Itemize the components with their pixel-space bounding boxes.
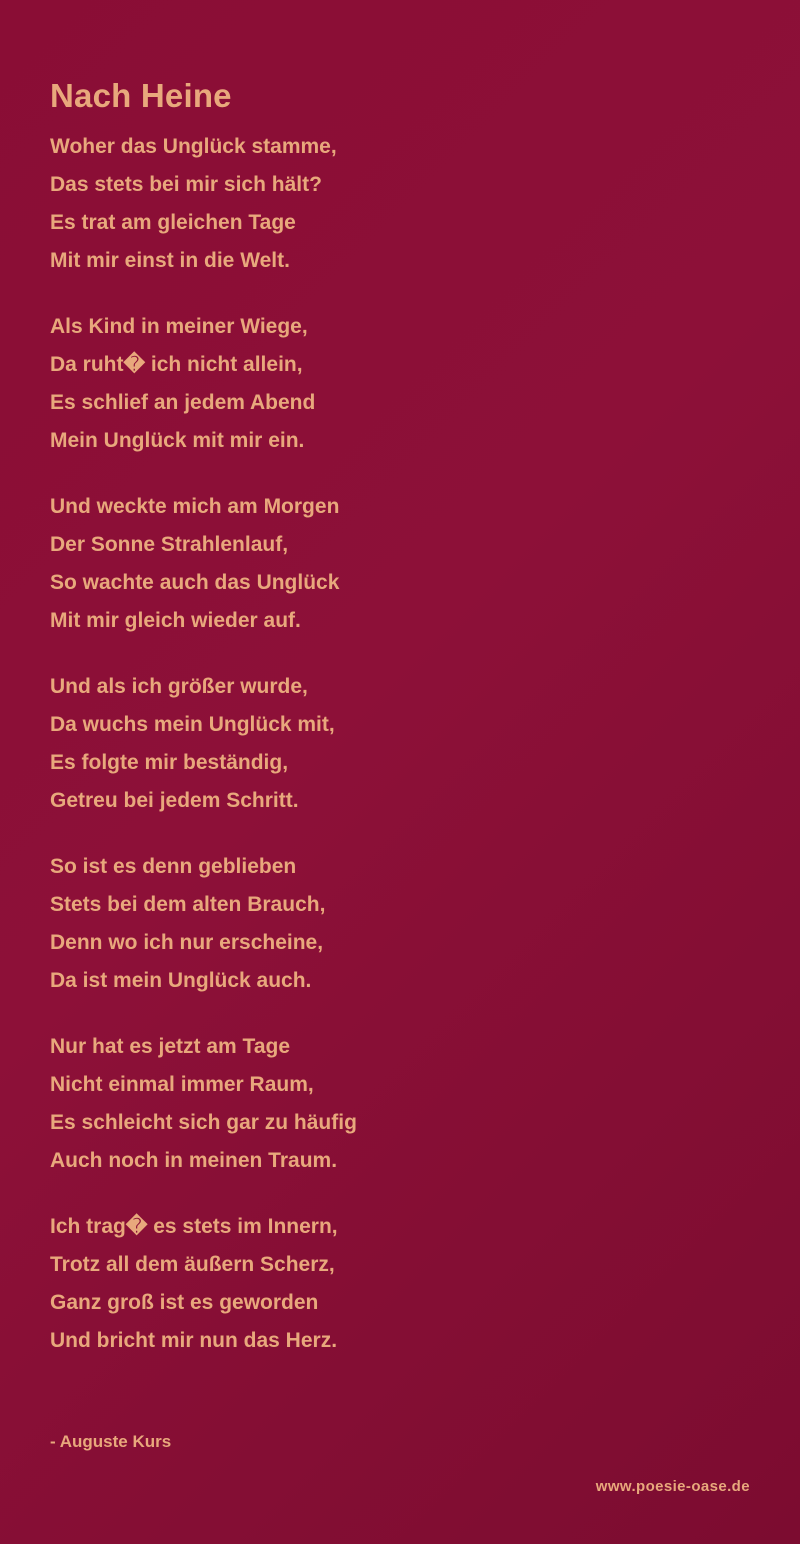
poem-line: So ist es denn geblieben	[50, 855, 297, 878]
poem-line: Ganz groß ist es geworden	[50, 1291, 319, 1314]
poem-line: Ich trag� es stets im Innern,	[50, 1215, 338, 1238]
poem-line: Mit mir einst in die Welt.	[50, 249, 290, 272]
poem-author: - Auguste Kurs	[50, 1432, 172, 1451]
poem-stanza	[50, 848, 750, 1000]
poem-line: So wachte auch das Unglück	[50, 571, 340, 594]
poem-text	[50, 128, 750, 1388]
poem-line: Als Kind in meiner Wiege,	[50, 315, 308, 338]
poem-line: Trotz all dem äußern Scherz,	[50, 1253, 335, 1276]
site-url: www.poesie-oase.de	[595, 1478, 750, 1495]
poem-line: Mein Unglück mit mir ein.	[50, 429, 305, 452]
poem-line: Nicht einmal immer Raum,	[50, 1073, 314, 1096]
page-title: Nach Heine	[50, 77, 232, 115]
poem-line: Und bricht mir nun das Herz.	[50, 1329, 338, 1352]
poem-line: Mit mir gleich wieder auf.	[50, 609, 301, 632]
poem-line: Und als ich größer wurde,	[50, 675, 308, 698]
poem-line: Es schlief an jedem Abend	[50, 391, 316, 414]
poem-stanza	[50, 1208, 750, 1360]
poem-line: Getreu bei jedem Schritt.	[50, 789, 299, 812]
poem-line: Da wuchs mein Unglück mit,	[50, 713, 335, 736]
poem-stanza	[50, 668, 750, 820]
poem-line: Es trat am gleichen Tage	[50, 211, 296, 234]
poem-line: Auch noch in meinen Traum.	[50, 1149, 338, 1172]
poem-line: Da ist mein Unglück auch.	[50, 969, 312, 992]
poem-stanza	[50, 308, 750, 460]
poem-line: Nur hat es jetzt am Tage	[50, 1035, 291, 1058]
poem-line: Da ruht� ich nicht allein,	[50, 353, 303, 376]
poem-line: Der Sonne Strahlenlauf,	[50, 533, 289, 556]
poem-line: Denn wo ich nur erscheine,	[50, 931, 324, 954]
poem-line: Es schleicht sich gar zu häufig	[50, 1111, 357, 1134]
poem-line: Das stets bei mir sich hält?	[50, 173, 322, 196]
poem-line: Stets bei dem alten Brauch,	[50, 893, 326, 916]
poem-line: Es folgte mir beständig,	[50, 751, 289, 774]
poem-line: Woher das Unglück stamme,	[50, 135, 337, 158]
poem-stanza	[50, 1028, 750, 1180]
poem-line: Und weckte mich am Morgen	[50, 495, 340, 518]
poem-stanza	[50, 488, 750, 640]
poem-stanza	[50, 128, 750, 280]
